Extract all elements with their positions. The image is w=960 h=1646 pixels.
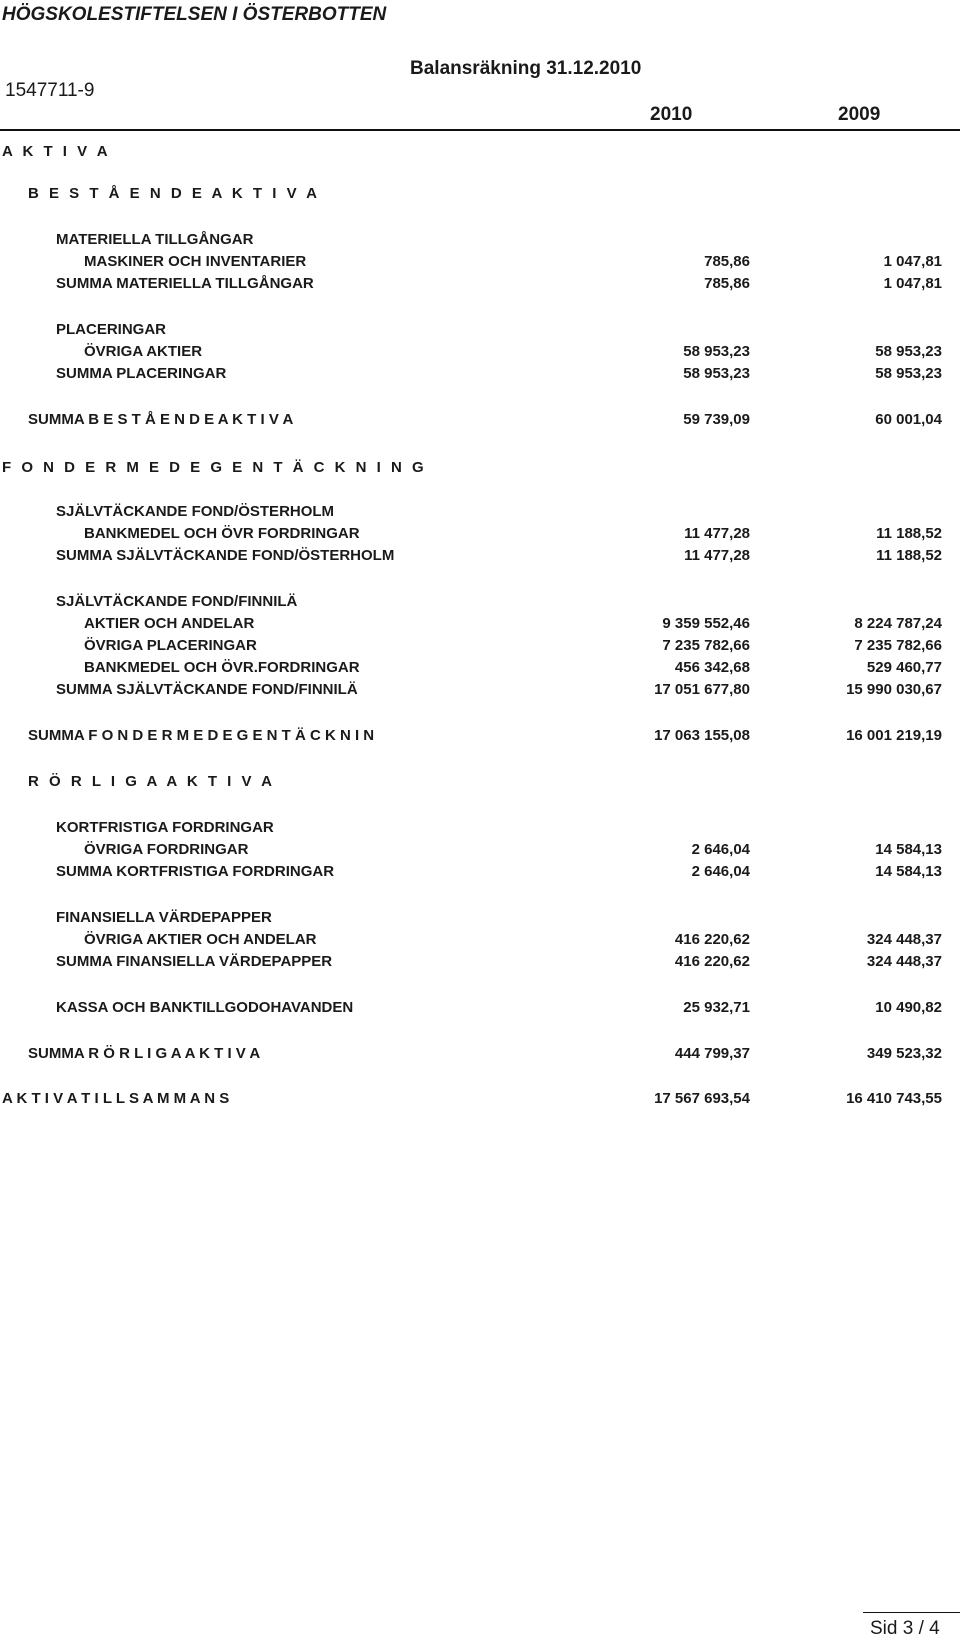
table-row: [0, 185, 960, 207]
table-row: [0, 659, 960, 681]
organization-id: 1547711-9: [5, 80, 95, 101]
value-2010: 17 063 155,08: [654, 727, 750, 744]
row-label: SUMMA B E S T Å E N D E A K T I V A: [28, 411, 294, 428]
row-label: ÖVRIGA FORDRINGAR: [84, 841, 249, 858]
row-label: ÖVRIGA PLACERINGAR: [84, 637, 257, 654]
value-2010: 416 220,62: [674, 953, 750, 970]
row-label: SUMMA SJÄLVTÄCKANDE FOND/FINNILÄ: [56, 681, 358, 698]
row-label: AKTIER OCH ANDELAR: [84, 615, 255, 632]
value-2010: 785,86: [704, 253, 750, 270]
footer-rule: [863, 1612, 960, 1613]
value-2009: 1 047,81: [883, 253, 942, 270]
value-2010: 25 932,71: [683, 999, 750, 1016]
row-label: FINANSIELLA VÄRDEPAPPER: [56, 909, 272, 926]
table-row: [0, 773, 960, 795]
row-label: KASSA OCH BANKTILLGODOHAVANDEN: [56, 999, 354, 1016]
value-2010: 58 953,23: [683, 365, 750, 382]
table-row: [0, 1090, 960, 1112]
value-2010: 9 359 552,46: [662, 615, 750, 632]
value-2009: 11 188,52: [876, 547, 942, 564]
value-2009: 349 523,32: [866, 1045, 942, 1062]
row-label: A K T I V A T I L L S A M M A N S: [2, 1090, 230, 1107]
value-2010: 17 567 693,54: [654, 1090, 750, 1107]
table-row: [0, 637, 960, 659]
value-2009: 10 490,82: [875, 999, 942, 1016]
value-2010: 456 342,68: [674, 659, 750, 676]
value-2010: 444 799,37: [674, 1045, 750, 1062]
table-row: [0, 459, 960, 481]
table-row: [0, 999, 960, 1021]
row-label: MATERIELLA TILLGÅNGAR: [56, 231, 254, 248]
value-2009: 1 047,81: [883, 275, 942, 292]
row-label: BANKMEDEL OCH ÖVR.FORDRINGAR: [84, 659, 360, 676]
value-2009: 16 001 219,19: [846, 727, 942, 744]
table-row: [0, 1045, 960, 1067]
row-label: ÖVRIGA AKTIER: [84, 343, 203, 360]
value-2009: 14 584,13: [875, 841, 942, 858]
table-row: [0, 931, 960, 953]
table-row: [0, 727, 960, 749]
row-label: F O N D E R M E D E G E N T Ä C K N I N G: [2, 459, 427, 476]
value-2010: 17 051 677,80: [654, 681, 750, 698]
value-2009: 529 460,77: [866, 659, 942, 676]
value-2010: 2 646,04: [691, 863, 750, 880]
table-row: [0, 863, 960, 885]
value-2009: 16 410 743,55: [846, 1090, 942, 1107]
table-row: [0, 525, 960, 547]
value-2010: 58 953,23: [683, 343, 750, 360]
row-label: SUMMA PLACERINGAR: [56, 365, 227, 382]
table-row: [0, 275, 960, 297]
row-label: KORTFRISTIGA FORDRINGAR: [56, 819, 274, 836]
table-row: [0, 503, 960, 525]
page-number: Sid 3 / 4: [870, 1618, 940, 1639]
row-label: A K T I V A: [2, 143, 111, 160]
value-2010: 11 477,28: [684, 547, 750, 564]
table-row: [0, 321, 960, 343]
table-row: [0, 841, 960, 863]
table-row: [0, 343, 960, 365]
report-title: Balansräkning 31.12.2010: [410, 58, 642, 79]
table-row: [0, 593, 960, 615]
row-label: SJÄLVTÄCKANDE FOND/ÖSTERHOLM: [56, 503, 335, 520]
organization-name: HÖGSKOLESTIFTELSEN I ÖSTERBOTTEN: [2, 4, 387, 25]
row-label: SUMMA KORTFRISTIGA FORDRINGAR: [56, 863, 335, 880]
table-row: [0, 253, 960, 275]
row-label: SUMMA SJÄLVTÄCKANDE FOND/ÖSTERHOLM: [56, 547, 395, 564]
table-row: [0, 615, 960, 637]
row-label: SUMMA FINANSIELLA VÄRDEPAPPER: [56, 953, 333, 970]
value-2010: 785,86: [704, 275, 750, 292]
row-label: R Ö R L I G A A K T I V A: [28, 773, 275, 790]
header-rule: [0, 129, 960, 131]
value-2009: 8 224 787,24: [854, 615, 942, 632]
value-2009: 15 990 030,67: [846, 681, 942, 698]
year-header-prior: 2009: [838, 104, 881, 125]
value-2009: 14 584,13: [875, 863, 942, 880]
row-label: ÖVRIGA AKTIER OCH ANDELAR: [84, 931, 317, 948]
value-2010: 416 220,62: [674, 931, 750, 948]
table-row: [0, 953, 960, 975]
value-2009: 324 448,37: [866, 953, 942, 970]
table-row: [0, 411, 960, 433]
row-label: SJÄLVTÄCKANDE FOND/FINNILÄ: [56, 593, 298, 610]
value-2009: 11 188,52: [876, 525, 942, 542]
value-2009: 7 235 782,66: [854, 637, 942, 654]
row-label: SUMMA R Ö R L I G A A K T I V A: [28, 1045, 261, 1062]
table-row: [0, 143, 960, 165]
value-2009: 58 953,23: [875, 365, 942, 382]
value-2010: 7 235 782,66: [662, 637, 750, 654]
row-label: MASKINER OCH INVENTARIER: [84, 253, 307, 270]
value-2009: 324 448,37: [866, 931, 942, 948]
table-row: [0, 909, 960, 931]
table-row: [0, 547, 960, 569]
row-label: PLACERINGAR: [56, 321, 167, 338]
year-header-current: 2010: [650, 104, 693, 125]
row-label: B E S T Å E N D E A K T I V A: [28, 185, 321, 202]
value-2010: 59 739,09: [683, 411, 750, 428]
row-label: BANKMEDEL OCH ÖVR FORDRINGAR: [84, 525, 360, 542]
table-row: [0, 819, 960, 841]
row-label: SUMMA MATERIELLA TILLGÅNGAR: [56, 275, 314, 292]
table-row: [0, 231, 960, 253]
row-label: SUMMA F O N D E R M E D E G E N T Ä C K N I N: [28, 727, 375, 744]
value-2010: 11 477,28: [684, 525, 750, 542]
value-2009: 58 953,23: [875, 343, 942, 360]
table-row: [0, 681, 960, 703]
value-2009: 60 001,04: [875, 411, 942, 428]
table-row: [0, 365, 960, 387]
value-2010: 2 646,04: [691, 841, 750, 858]
